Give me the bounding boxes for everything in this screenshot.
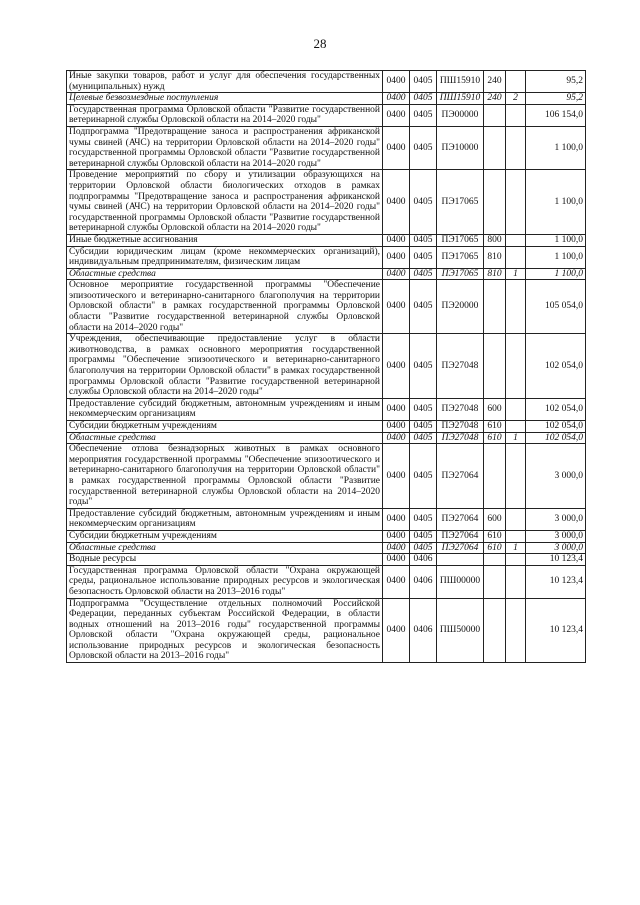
funding-source-code — [506, 508, 526, 530]
expense-type-code — [484, 444, 506, 509]
expense-type-code: 600 — [484, 508, 506, 530]
row-name: Субсидии бюджетным учреждениям — [67, 421, 383, 433]
funding-source-code — [506, 565, 526, 598]
funding-source-code — [506, 280, 526, 334]
funding-source-code — [506, 126, 526, 169]
row-name: Проведение мероприятий по сбору и утилизации образующихся на территории Орловской области биологических отходов в рамках подпрограммы "Предотвращение заноса и распространения африканской чумы свиней (АЧС) на территории Орловской области на 2014–2020 годы" государственной программы Орловской области "Развитие государственной ветеринарной службы Орловской области на 2014–2020 годы" — [67, 170, 383, 235]
row-name: Подпрограмма "Предотвращение заноса и распространения африканской чумы свиней (АЧС) на территории Орловской области на 2014–2020 годы" государственной программы Орловской области "Развитие государственной ветеринарной службы Орловской области на 2014–2020 годы" — [67, 126, 383, 169]
section-code: 0400 — [383, 554, 410, 566]
amount: 3 000,0 — [526, 444, 586, 509]
amount: 102 054,0 — [526, 432, 586, 444]
funding-source-code — [506, 598, 526, 663]
section-code: 0400 — [383, 598, 410, 663]
table-row — [67, 334, 586, 399]
funding-source-code — [506, 246, 526, 268]
row-name: Иные бюджетные ассигнования — [67, 234, 383, 246]
target-article-code: ПЭ27064 — [437, 542, 484, 554]
expense-type-code — [484, 126, 506, 169]
target-article-code: ПЭ00000 — [437, 104, 484, 126]
target-article-code: ПЭ27064 — [437, 444, 484, 509]
section-code: 0400 — [383, 508, 410, 530]
funding-source-code — [506, 170, 526, 235]
table-row — [67, 432, 586, 444]
row-name: Субсидии юридическим лицам (кроме некоммерческих организаций), индивидуальным предпринимателям, физическим лицам — [67, 246, 383, 268]
table-row — [67, 542, 586, 554]
target-article-code: ПЭ27048 — [437, 432, 484, 444]
table-row — [67, 554, 586, 566]
section-code: 0400 — [383, 104, 410, 126]
row-name: Водные ресурсы — [67, 554, 383, 566]
table-row — [67, 104, 586, 126]
amount: 3 000,0 — [526, 508, 586, 530]
subsection-code: 0405 — [410, 268, 437, 280]
amount: 102 054,0 — [526, 398, 586, 420]
section-code: 0400 — [383, 334, 410, 399]
subsection-code: 0405 — [410, 246, 437, 268]
expense-type-code: 800 — [484, 234, 506, 246]
row-name: Основное мероприятие государственной программы "Обеспечение эпизоотического и ветеринарно-санитарного благополучия на территории Орловской области" в рамках государственной программы Орловской области "Развитие государственной ветеринарной службы Орловской области на 2014–2020 годы" — [67, 280, 383, 334]
amount: 106 154,0 — [526, 104, 586, 126]
table-row — [67, 565, 586, 598]
table-row — [67, 126, 586, 169]
table-row — [67, 598, 586, 663]
target-article-code: ПЭ27048 — [437, 334, 484, 399]
funding-source-code — [506, 104, 526, 126]
target-article-code: ПШ15910 — [437, 93, 484, 105]
section-code: 0400 — [383, 565, 410, 598]
subsection-code: 0405 — [410, 126, 437, 169]
section-code: 0400 — [383, 432, 410, 444]
section-code: 0400 — [383, 421, 410, 433]
funding-source-code — [506, 334, 526, 399]
expense-type-code: 600 — [484, 398, 506, 420]
expense-type-code — [484, 565, 506, 598]
target-article-code: ПЭ20000 — [437, 280, 484, 334]
section-code: 0400 — [383, 398, 410, 420]
target-article-code: ПЭ17065 — [437, 234, 484, 246]
table-row — [67, 421, 586, 433]
funding-source-code: 1 — [506, 542, 526, 554]
subsection-code: 0405 — [410, 432, 437, 444]
section-code: 0400 — [383, 170, 410, 235]
target-article-code: ПЭ27064 — [437, 508, 484, 530]
amount: 1 100,0 — [526, 268, 586, 280]
amount: 1 100,0 — [526, 126, 586, 169]
subsection-code: 0406 — [410, 554, 437, 566]
row-name: Областные средства — [67, 432, 383, 444]
expense-type-code: 240 — [484, 93, 506, 105]
subsection-code: 0405 — [410, 334, 437, 399]
funding-source-code — [506, 421, 526, 433]
expense-type-code: 240 — [484, 71, 506, 93]
row-name: Областные средства — [67, 542, 383, 554]
row-name: Целевые безвозмездные поступления — [67, 93, 383, 105]
expense-type-code — [484, 334, 506, 399]
subsection-code: 0405 — [410, 104, 437, 126]
row-name: Субсидии бюджетным учреждениям — [67, 530, 383, 542]
table-row — [67, 268, 586, 280]
target-article-code: ПЭ27048 — [437, 421, 484, 433]
funding-source-code — [506, 234, 526, 246]
expense-type-code — [484, 280, 506, 334]
target-article-code: ПЭ27048 — [437, 398, 484, 420]
expense-type-code — [484, 170, 506, 235]
table-row — [67, 170, 586, 235]
section-code: 0400 — [383, 246, 410, 268]
section-code: 0400 — [383, 126, 410, 169]
expense-type-code: 610 — [484, 530, 506, 542]
amount: 3 000,0 — [526, 530, 586, 542]
subsection-code: 0405 — [410, 444, 437, 509]
subsection-code: 0405 — [410, 71, 437, 93]
amount: 102 054,0 — [526, 421, 586, 433]
amount: 10 123,4 — [526, 565, 586, 598]
funding-source-code: 1 — [506, 268, 526, 280]
subsection-code: 0405 — [410, 530, 437, 542]
table-row — [67, 246, 586, 268]
amount: 3 000,0 — [526, 542, 586, 554]
target-article-code: ПЭ17065 — [437, 268, 484, 280]
row-name: Иные закупки товаров, работ и услуг для обеспечения государственных (муниципальных) нужд — [67, 71, 383, 93]
expense-type-code — [484, 554, 506, 566]
section-code: 0400 — [383, 268, 410, 280]
subsection-code: 0406 — [410, 598, 437, 663]
target-article-code: ПЭ27064 — [437, 530, 484, 542]
table-row — [67, 71, 586, 93]
subsection-code: 0406 — [410, 565, 437, 598]
funding-source-code: 1 — [506, 432, 526, 444]
amount: 95,2 — [526, 71, 586, 93]
funding-source-code — [506, 554, 526, 566]
table-row — [67, 508, 586, 530]
expense-type-code — [484, 104, 506, 126]
section-code: 0400 — [383, 444, 410, 509]
funding-source-code — [506, 530, 526, 542]
expense-type-code: 610 — [484, 432, 506, 444]
funding-source-code: 2 — [506, 93, 526, 105]
target-article-code — [437, 554, 484, 566]
amount: 105 054,0 — [526, 280, 586, 334]
amount: 1 100,0 — [526, 170, 586, 235]
row-name: Учреждения, обеспечивающие предоставление услуг в области животноводства, в рамках основного мероприятия государственной программы "Обеспечение эпизоотического и ветеринарно-санитарного благополучия на территории Орловской области" в рамках государственной программы Орловской области "Развитие государственной ветеринарной службы Орловской области на 2014–2020 годы" — [67, 334, 383, 399]
subsection-code: 0405 — [410, 170, 437, 235]
subsection-code: 0405 — [410, 93, 437, 105]
target-article-code: ПЭ17065 — [437, 170, 484, 235]
row-name: Предоставление субсидий бюджетным, автономным учреждениям и иным некоммерческим организациям — [67, 508, 383, 530]
subsection-code: 0405 — [410, 542, 437, 554]
expense-type-code: 610 — [484, 421, 506, 433]
target-article-code: ПШ15910 — [437, 71, 484, 93]
subsection-code: 0405 — [410, 508, 437, 530]
amount: 10 123,4 — [526, 554, 586, 566]
section-code: 0400 — [383, 93, 410, 105]
row-name: Областные средства — [67, 268, 383, 280]
row-name: Предоставление субсидий бюджетным, автономным учреждениям и иным некоммерческим организациям — [67, 398, 383, 420]
subsection-code: 0405 — [410, 398, 437, 420]
amount: 10 123,4 — [526, 598, 586, 663]
table-row — [67, 234, 586, 246]
row-name: Государственная программа Орловской области "Развитие государственной ветеринарной службы Орловской области на 2014–2020 годы" — [67, 104, 383, 126]
expense-type-code: 810 — [484, 246, 506, 268]
table-row — [67, 398, 586, 420]
budget-table — [66, 70, 586, 663]
table-row — [67, 280, 586, 334]
subsection-code: 0405 — [410, 280, 437, 334]
table-row — [67, 93, 586, 105]
amount: 102 054,0 — [526, 334, 586, 399]
row-name: Подпрограмма "Осуществление отдельных полномочий Российской Федерации, переданных субъектам Российской Федерации, в области водных отношений на 2013–2016 годы" государственной программы Орловской области "Охрана окружающей среды, рациональное использование природных ресурсов и экологическая безопасность Орловской области на 2013–2016 годы" — [67, 598, 383, 663]
expense-type-code: 610 — [484, 542, 506, 554]
section-code: 0400 — [383, 542, 410, 554]
section-code: 0400 — [383, 71, 410, 93]
expense-type-code: 810 — [484, 268, 506, 280]
amount: 1 100,0 — [526, 246, 586, 268]
table-row — [67, 530, 586, 542]
table-body — [67, 71, 586, 663]
subsection-code: 0405 — [410, 234, 437, 246]
target-article-code: ПШ50000 — [437, 598, 484, 663]
section-code: 0400 — [383, 530, 410, 542]
funding-source-code — [506, 398, 526, 420]
page-number: 28 — [313, 36, 327, 51]
expense-type-code — [484, 598, 506, 663]
section-code: 0400 — [383, 280, 410, 334]
table-row — [67, 444, 586, 509]
row-name: Обеспечение отлова безнадзорных животных в рамках основного мероприятия государственной программы "Обеспечение эпизоотического и ветеринарно-санитарного благополучия на территории Орловской области" в рамках государственной программы Орловской области "Развитие государственной ветеринарной службы Орловской области на 2014–2020 годы" — [67, 444, 383, 509]
target-article-code: ПЭ10000 — [437, 126, 484, 169]
funding-source-code — [506, 71, 526, 93]
row-name: Государственная программа Орловской области "Охрана окружающей среды, рациональное использование природных ресурсов и экологическая безопасность Орловской области на 2013–2016 годы" — [67, 565, 383, 598]
target-article-code: ПШ00000 — [437, 565, 484, 598]
section-code: 0400 — [383, 234, 410, 246]
target-article-code: ПЭ17065 — [437, 246, 484, 268]
funding-source-code — [506, 444, 526, 509]
amount: 95,2 — [526, 93, 586, 105]
subsection-code: 0405 — [410, 421, 437, 433]
amount: 1 100,0 — [526, 234, 586, 246]
